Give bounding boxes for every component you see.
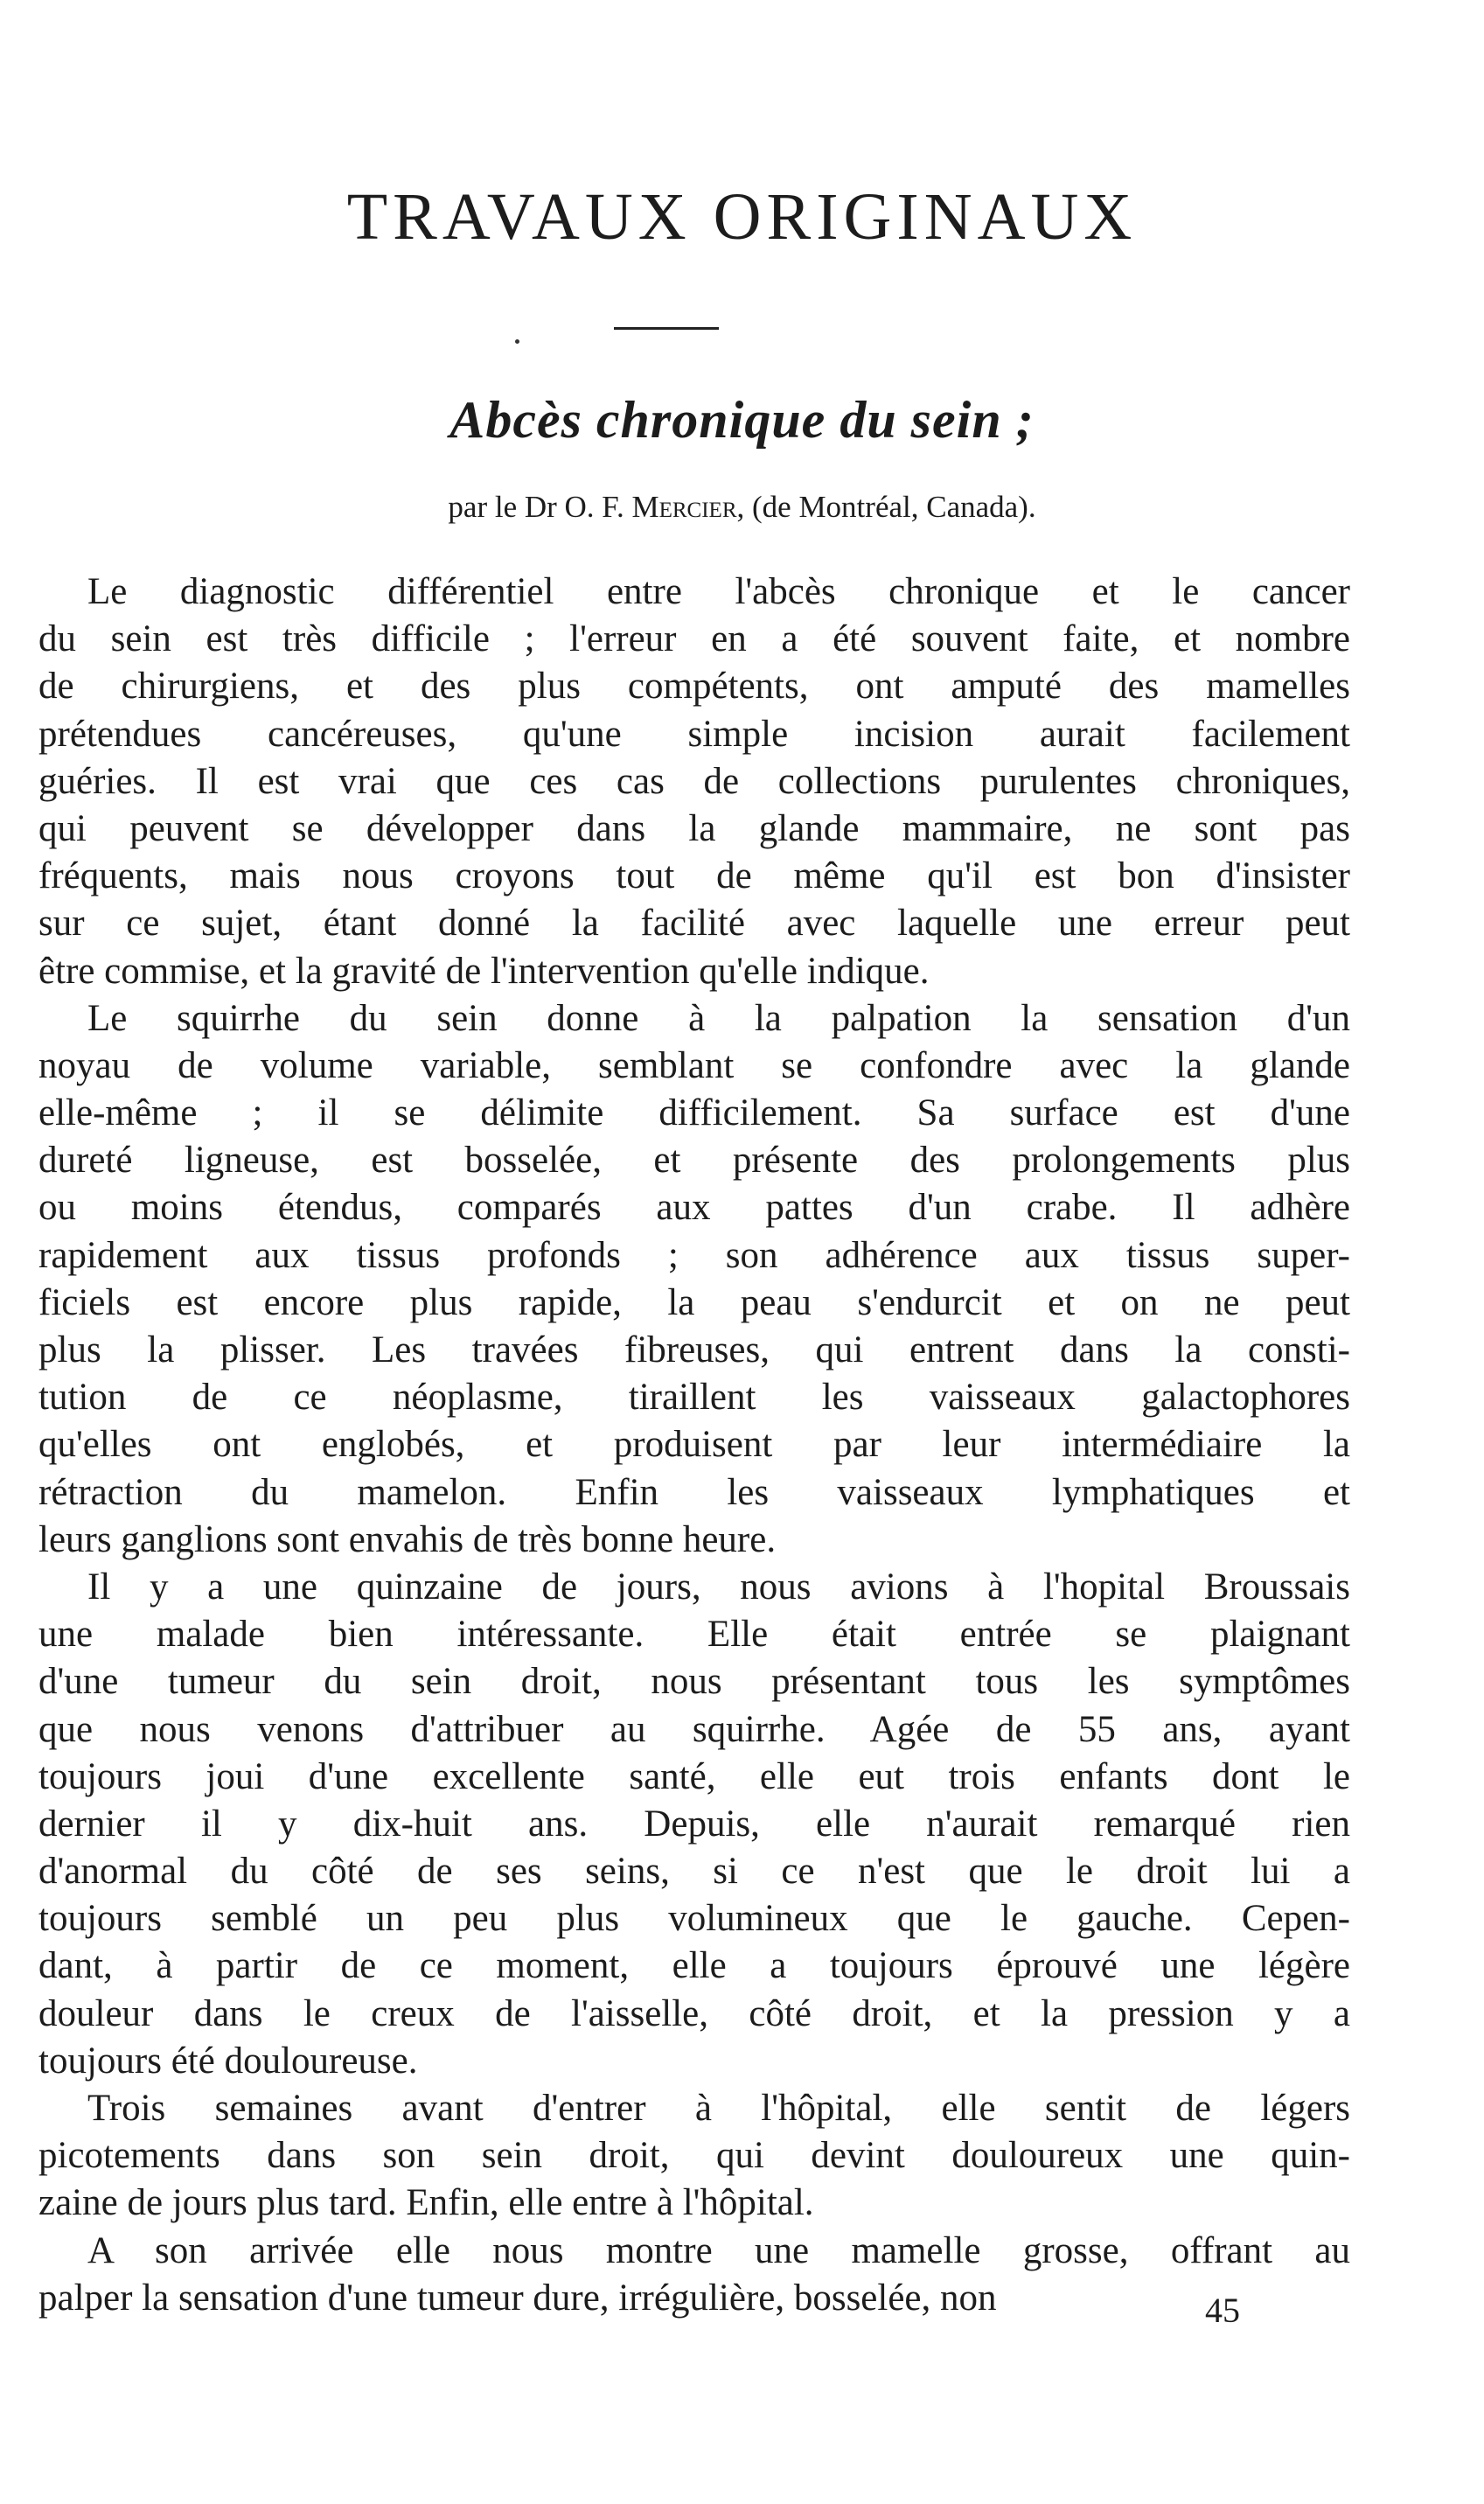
text-line: de chirurgiens, et des plus compétents, ont amputé des mamelles — [38, 666, 1350, 708]
text-line: que nous venons d'attribuer au squirrhe. Agée de 55 ans, ayant — [38, 1708, 1350, 1750]
text-line: rapidement aux tissus profonds ; son adhérence aux tissus super- — [38, 1234, 1350, 1276]
text-line: qui peuvent se développer dans la glande mammaire, ne sont pas — [38, 807, 1350, 849]
text-line: leurs ganglions sont envahis de très bonne heure. — [38, 1518, 777, 1560]
byline-author: Mercier, — [631, 490, 745, 524]
byline-prefix: par le Dr O. F. — [448, 490, 624, 524]
article-title: Abcès chronique du sein ; — [449, 391, 1035, 449]
text-line: Trois semaines avant d'entrer à l'hôpital, elle sentit de légers — [87, 2088, 1350, 2129]
text-line: dant, à partir de ce moment, elle a toujours éprouvé une légère — [38, 1945, 1350, 1987]
text-line: picotements dans son sein droit, qui devint douloureux une quin- — [38, 2135, 1350, 2177]
text-line: douleur dans le creux de l'aisselle, côté droit, et la pression y a — [38, 1992, 1350, 2034]
text-line: toujours semblé un peu plus volumineux que le gauche. Cepen- — [38, 1898, 1350, 1940]
text-line: Le diagnostic différentiel entre l'abcès chronique et le cancer — [87, 571, 1350, 612]
text-line: dureté ligneuse, est bosselée, et présente des prolongements plus — [38, 1140, 1350, 1182]
text-line: noyau de volume variable, semblant se confondre avec la glande — [38, 1044, 1350, 1086]
text-line: être commise, et la gravité de l'intervention qu'elle indique. — [38, 950, 930, 992]
text-line: toujours joui d'une excellente santé, elle eut trois enfants dont le — [38, 1755, 1350, 1797]
text-line: zaine de jours plus tard. Enfin, elle entre à l'hôpital. — [38, 2182, 814, 2224]
text-line: tution de ce néoplasme, tiraillent les vaisseaux galactophores — [38, 1377, 1350, 1419]
text-line: Le squirrhe du sein donne à la palpation la sensation d'un — [87, 997, 1350, 1039]
text-line: du sein est très difficile ; l'erreur en a été souvent faite, et nombre — [38, 618, 1350, 660]
text-line: palper la sensation d'une tumeur dure, irrégulière, bosselée, non — [38, 2277, 997, 2319]
text-line: qu'elles ont englobés, et produisent par leur intermédiaire la — [38, 1424, 1350, 1466]
text-line: elle-même ; il se délimite difficilement. Sa surface est d'une — [38, 1092, 1350, 1134]
text-line: fréquents, mais nous croyons tout de même qu'il est bon d'insister — [38, 855, 1350, 897]
text-line: dernier il y dix-huit ans. Depuis, elle n'aurait remarqué rien — [38, 1803, 1350, 1845]
text-line: une malade bien intéressante. Elle était entrée se plaignant — [38, 1614, 1350, 1656]
text-line: A son arrivée elle nous montre une mamelle grosse, offrant au — [87, 2229, 1350, 2271]
text-line: toujours été douloureuse. — [38, 2040, 418, 2082]
text-line: Il y a une quinzaine de jours, nous avions à l'hopital Broussais — [87, 1566, 1350, 1608]
text-line: d'anormal du côté de ses seins, si ce n'est que le droit lui a — [38, 1851, 1350, 1893]
text-line: guéries. Il est vrai que ces cas de collections purulentes chroniques, — [38, 760, 1350, 802]
text-line: sur ce sujet, étant donné la facilité avec laquelle une erreur peut — [38, 903, 1350, 945]
text-line: ficiels est encore plus rapide, la peau s'endurcit et on ne peut — [38, 1281, 1350, 1323]
text-line: d'une tumeur du sein droit, nous présentant tous les symptômes — [38, 1661, 1350, 1703]
text-line: plus la plisser. Les travées fibreuses, qui entrent dans la consti- — [38, 1329, 1350, 1371]
article-byline — [0, 490, 1484, 525]
section-header: TRAVAUX ORIGINAUX — [346, 180, 1138, 254]
text-line: ou moins étendus, comparés aux pattes d'un crabe. Il adhère — [38, 1187, 1350, 1229]
header-rule — [614, 327, 719, 330]
text-line: prétendues cancéreuses, qu'une simple incision aurait facilement — [38, 713, 1350, 755]
article-body — [38, 568, 1350, 2322]
byline-affiliation: (de Montréal, Canada). — [752, 490, 1036, 524]
page-number: 45 — [1205, 2291, 1240, 2330]
print-speck — [515, 339, 519, 344]
text-line: rétraction du mamelon. Enfin les vaisseaux lymphatiques et — [38, 1471, 1350, 1513]
